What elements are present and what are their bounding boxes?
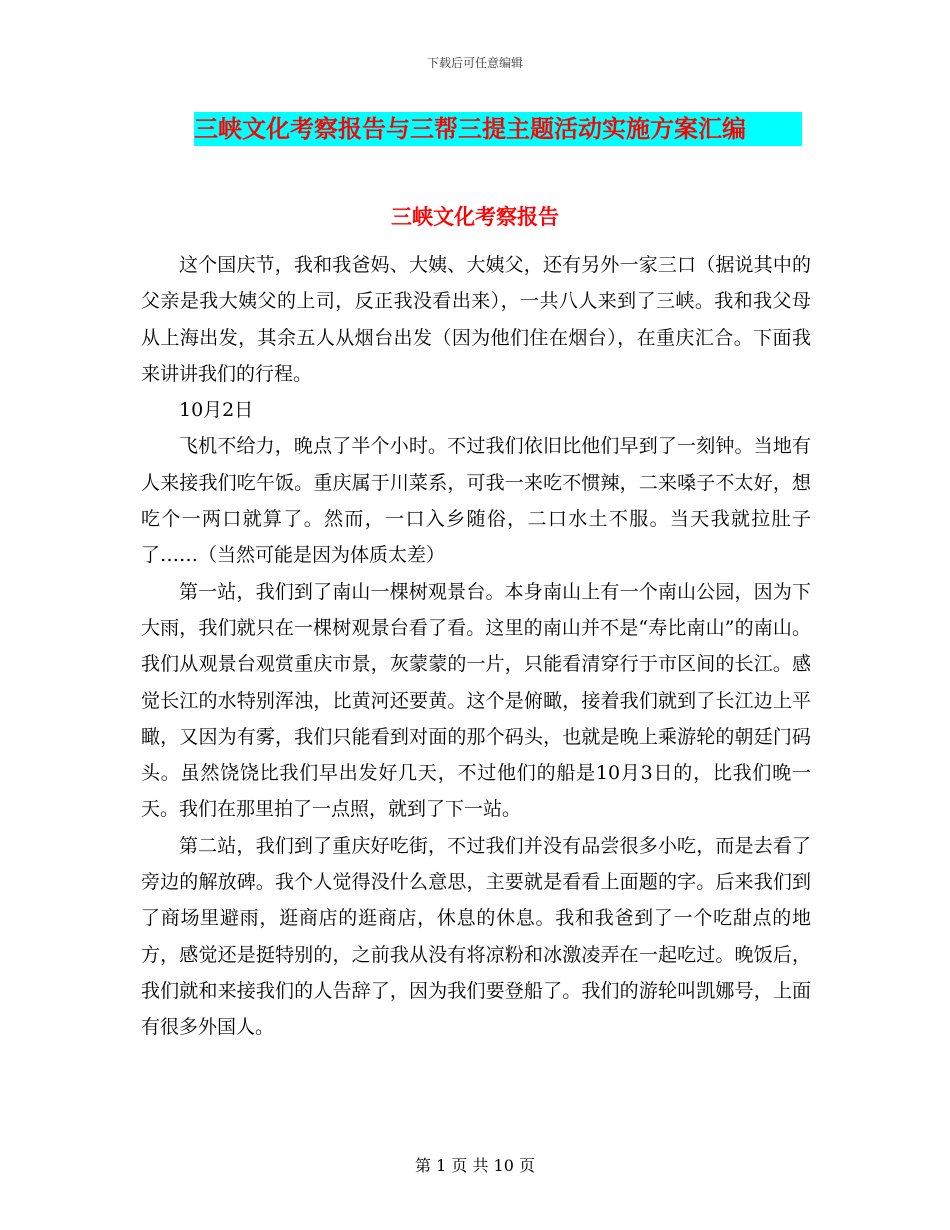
paragraph-flight: 飞机不给力，晚点了半个小时。不过我们依旧比他们早到了一刻钟。当地有人来接我们吃午饭。重庆属于川菜系，可我一来吃不惯辣，二来嗓子不太好，想吃个一两口就算了。然而，一口入乡随俗，二口水土不服。当天我就拉肚子了……（当然可能是因为体质太差） [141, 435, 811, 567]
paragraph-date: 10月2日 [179, 399, 254, 422]
article-body [141, 247, 811, 1046]
paragraph-second-stop: 第二站，我们到了重庆好吃街，不过我们并没有品尝很多小吃，而是去看了旁边的解放碑。我个人觉得没什么意思，主要就是看看上面题的字。后来我们到了商场里避雨，逛商店的逛商店，休息的休息。我和我爸到了一个吃甜点的地方，感觉还是挺特别的，之前我从没有将凉粉和冰激凌弄在一起吃过。晚饭后，我们就和来接我们的人告辞了，因为我们要登船了。我们的游轮叫凯娜号，上面有很多外国人。 [141, 834, 811, 1039]
header-note: 下载后可任意编辑 [426, 56, 523, 70]
section-title: 三峡文化考察报告 [391, 204, 559, 229]
document-main-title: 三峡文化考察报告与三帮三提主题活动实施方案汇编 [194, 112, 802, 146]
page-number-footer: 第 1 页 共 10 页 [415, 1156, 535, 1175]
paragraph-intro: 这个国庆节，我和我爸妈、大姨、大姨父，还有另外一家三口（据说其中的父亲是我大姨父的上司，反正我没看出来），一共八人来到了三峡。我和我父母从上海出发，其余五人从烟台出发（因为他们住在烟台），在重庆汇合。下面我来讲讲我们的行程。 [141, 254, 811, 385]
paragraph-first-stop: 第一站，我们到了南山一棵树观景台。本身南山上有一个南山公园，因为下大雨，我们就只在一棵树观景台看了看。这里的南山并不是“寿比南山”的南山。我们从观景台观赏重庆市景，灰蒙蒙的一片，只能看清穿行于市区间的长江。感觉长江的水特别浑浊，比黄河还要黄。这个是俯瞰，接着我们就到了长江边上平瞰，又因为有雾，我们只能看到对面的那个码头，也就是晚上乘游轮的朝廷门码头。虽然饶饶比我们早出发好几天，不过他们的船是10月3日的，比我们晚一天。我们在那里拍了一点照，就到了下一站。 [141, 580, 811, 821]
